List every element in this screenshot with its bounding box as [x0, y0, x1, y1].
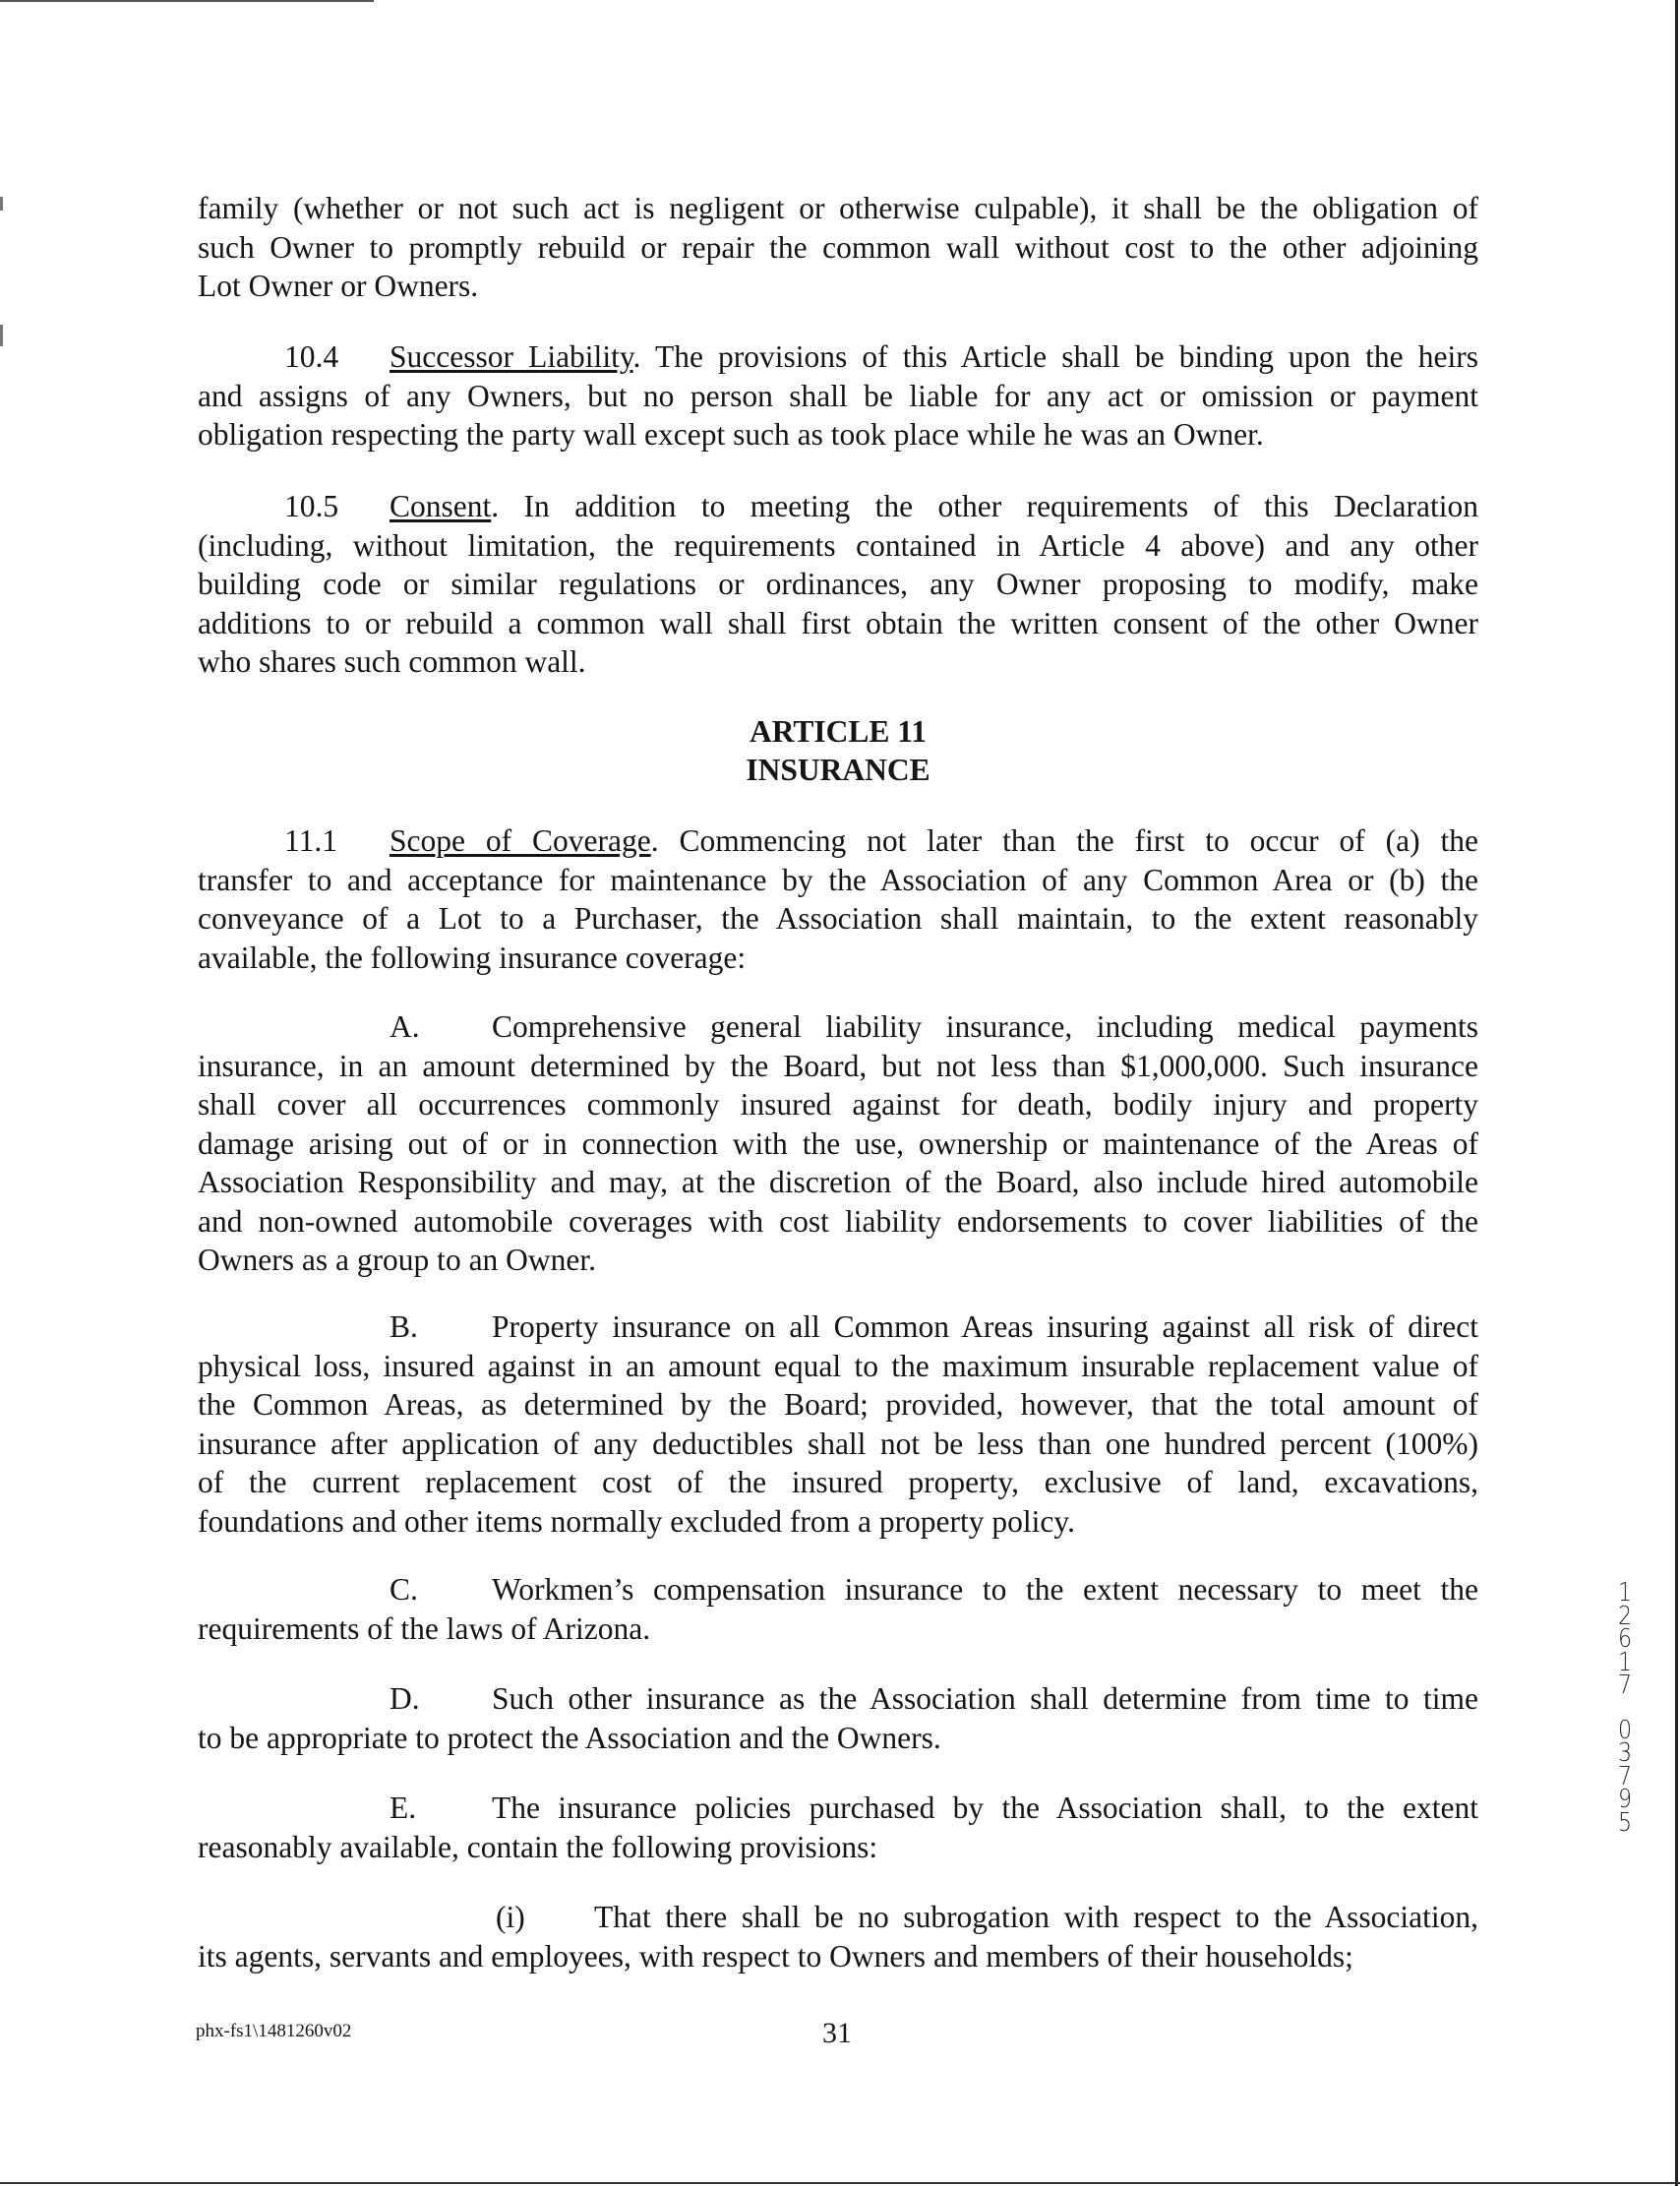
article-title: INSURANCE: [746, 753, 930, 787]
stamp-digit: 7: [1617, 1670, 1633, 1700]
section-10-5: [198, 487, 1478, 682]
section-number: 11.1: [284, 823, 337, 858]
text-line: its agents, servants and employees, with respect to Owners and members of their households;: [198, 1938, 1353, 1973]
section-10-4: [198, 337, 1478, 455]
text-fragment: . The provisions of this Article shall be binding upon the heirs: [632, 339, 1479, 374]
stamp-digit: 2: [1617, 1601, 1633, 1631]
footer-document-code: phx-fs1\1481260v02: [196, 2021, 352, 2041]
text-line: family (whether or not such act is negligent or otherwise culpable), it shall be the obligation of: [198, 191, 1478, 225]
text-line: damage arising out of or in connection with the use, ownership or maintenance of the Areas of: [198, 1125, 1478, 1161]
text-line: conveyance of a Lot to a Purchaser, the Association shall maintain, to the extent reasonably: [198, 901, 1478, 936]
stamp-digit: 0: [1617, 1715, 1633, 1745]
item-numeral: (i): [496, 1900, 525, 1934]
text-line: transfer to and acceptance for maintenance by the Association of any Common Area or (b) the: [198, 862, 1478, 897]
item-b: [198, 1307, 1478, 1541]
recording-stamp: [1611, 1578, 1639, 1838]
text-fragment: . Commencing not later than the first to occur of (a) the: [650, 823, 1478, 858]
item-c: [198, 1570, 1478, 1648]
text-line: Lot Owner or Owners.: [198, 269, 479, 303]
item-letter: E.: [390, 1791, 417, 1825]
text-line: available, the following insurance coverage:: [198, 940, 747, 975]
text-line: insurance, in an amount determined by the Board, but not less than $1,000,000. Such insurance: [198, 1048, 1478, 1083]
item-heading-line: [198, 1679, 1478, 1719]
section-heading-line: [198, 337, 1478, 377]
page-number: 31: [822, 2017, 852, 2049]
stamp-digit: 1: [1617, 1647, 1633, 1677]
section-number: 10.4: [284, 339, 339, 374]
text-fragment: Workmen’s compensation insurance to the extent necessary to meet the: [492, 1572, 1478, 1607]
scan-edge-bottom: [0, 2182, 1680, 2184]
text-fragment: The insurance policies purchased by the Association shall, to the extent: [492, 1791, 1478, 1825]
item-letter: D.: [390, 1681, 420, 1716]
text-fragment: Comprehensive general liability insurance, including medical payments: [492, 1009, 1478, 1044]
text-line: the Common Areas, as determined by the Board; provided, however, that the total amount of: [198, 1387, 1478, 1422]
scan-mark: [0, 197, 3, 211]
section-heading-line: [198, 821, 1478, 861]
scan-edge-right: [1675, 0, 1678, 2186]
section-title: Scope of Coverage: [390, 823, 651, 858]
text-line: foundations and other items normally excluded from a property policy.: [198, 1503, 1075, 1539]
text-line: Association Responsibility and may, at the discretion of the Board, also include hired automobile: [198, 1165, 1478, 1199]
section-11-1: [198, 821, 1478, 977]
item-heading-line: [198, 1898, 1478, 1937]
scan-mark: [0, 325, 3, 346]
section-heading-line: [198, 487, 1478, 526]
stamp-digit: 5: [1617, 1807, 1633, 1838]
item-heading-line: [198, 1570, 1478, 1609]
item-i: [198, 1898, 1478, 1975]
text-line: obligation respecting the party wall except such as took place while he was an Owner.: [198, 417, 1264, 452]
text-fragment: That there shall be no subrogation with respect to the Association,: [594, 1900, 1478, 1934]
text-fragment: Property insurance on all Common Areas insuring against all risk of direct: [492, 1309, 1478, 1344]
text-line: and assigns of any Owners, but no person shall be liable for any act or omission or payment: [198, 378, 1478, 413]
text-line: additions to or rebuild a common wall shall first obtain the written consent of the other Owner: [198, 605, 1478, 640]
item-heading-line: [198, 1007, 1478, 1047]
text-line: requirements of the laws of Arizona.: [198, 1610, 651, 1646]
section-title: Consent: [390, 489, 492, 523]
text-fragment: . In addition to meeting the other requirements of this Declaration: [491, 489, 1478, 523]
item-a: [198, 1007, 1478, 1280]
text-line: building code or similar regulations or ordinances, any Owner proposing to modify, make: [198, 567, 1478, 601]
item-heading-line: [198, 1789, 1478, 1828]
text-line: who shares such common wall.: [198, 644, 586, 679]
section-number: 10.5: [284, 489, 339, 523]
text-line: to be appropriate to protect the Association and the Owners.: [198, 1720, 941, 1755]
text-line: Owners as a group to an Owner.: [198, 1243, 597, 1277]
text-line: physical loss, insured against in an amount equal to the maximum insurable replacement value of: [198, 1348, 1478, 1383]
text-line: shall cover all occurrences commonly insured against for death, bodily injury and property: [198, 1087, 1478, 1122]
item-e: [198, 1789, 1478, 1866]
section-title: Successor Liability: [390, 339, 633, 374]
item-letter: B.: [390, 1309, 418, 1344]
text-line: such Owner to promptly rebuild or repair the common wall without cost to the other adjoining: [198, 229, 1478, 265]
text-line: insurance after application of any deductibles shall not be less than one hundred percent (100%): [198, 1426, 1478, 1461]
text-line: of the current replacement cost of the insured property, exclusive of land, excavations,: [198, 1465, 1478, 1499]
item-letter: A.: [390, 1009, 420, 1044]
item-heading-line: [198, 1307, 1478, 1347]
article-label: ARTICLE 11: [749, 714, 928, 749]
text-line: (including, without limitation, the requirements contained in Article 4 above) and any other: [198, 527, 1478, 563]
stamp-digit: 1: [1617, 1578, 1633, 1608]
text-line: reasonably available, contain the following provisions:: [198, 1829, 878, 1864]
stamp-digit: 3: [1617, 1738, 1633, 1768]
text-line: and non-owned automobile coverages with cost liability endorsements to cover liabilities of the: [198, 1203, 1478, 1239]
scan-edge-top: [0, 0, 374, 2]
stamp-digit: 7: [1617, 1761, 1633, 1791]
item-letter: C.: [390, 1572, 418, 1607]
text-fragment: Such other insurance as the Association shall determine from time to time: [492, 1681, 1478, 1716]
stamp-digit: 6: [1617, 1624, 1633, 1654]
stamp-digit: 9: [1617, 1785, 1633, 1814]
paragraph-continued: [198, 189, 1478, 306]
item-d: [198, 1679, 1478, 1757]
